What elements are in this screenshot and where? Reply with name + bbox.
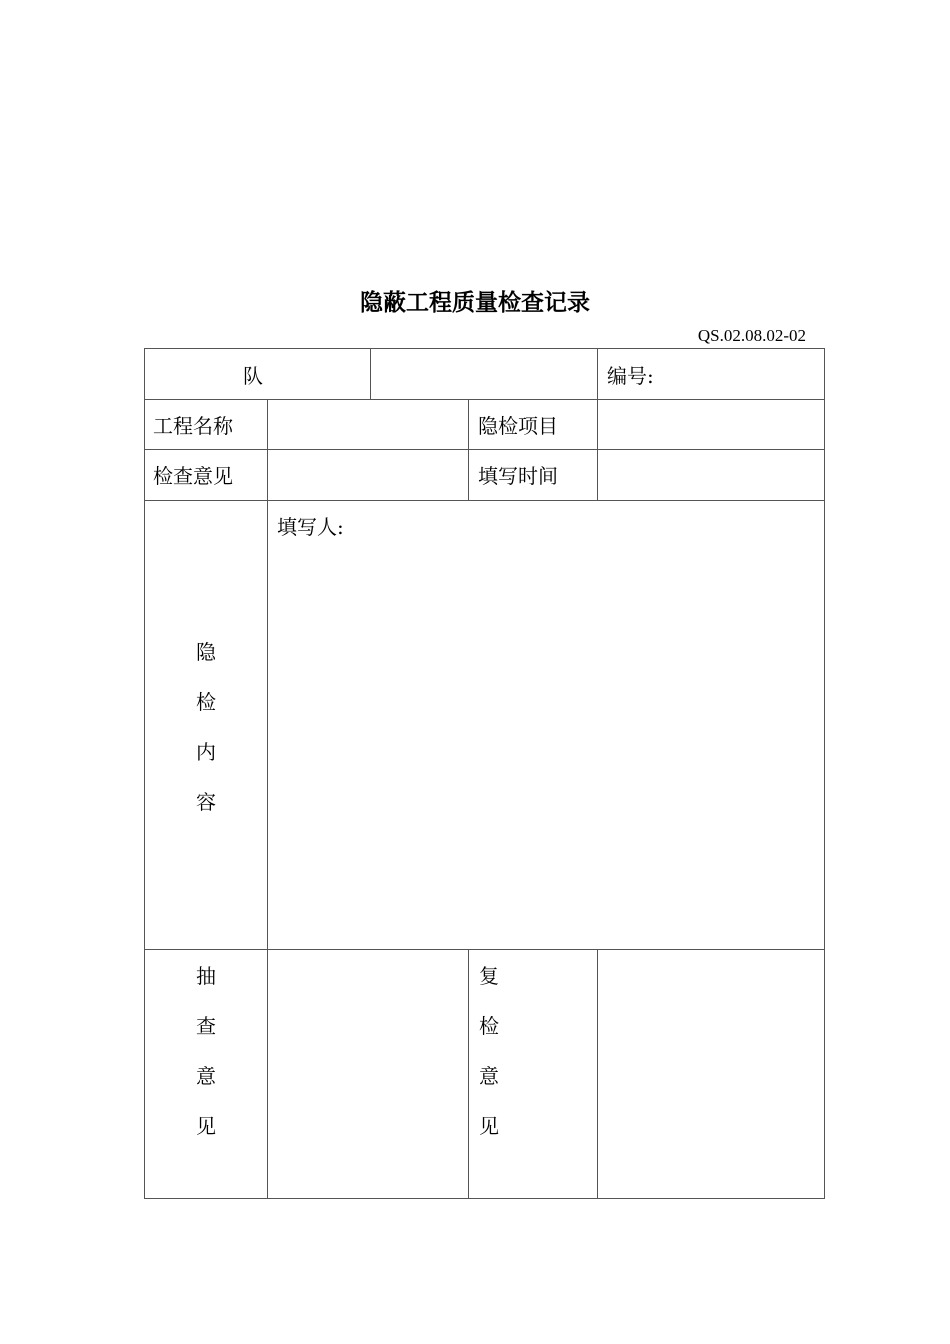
recheck-opinion-field[interactable] [599,951,823,1197]
label-char: 检 [479,1014,499,1038]
table-col-divider [468,399,469,501]
label-char: 抽 [196,964,216,988]
label-char: 见 [479,1114,499,1138]
table-row-divider [144,399,825,400]
table-col-divider [597,348,598,400]
concealed-item-field[interactable] [599,401,823,448]
number-label: 编号: [607,364,654,388]
table-col-divider [267,399,268,501]
fill-time-field[interactable] [599,451,823,499]
concealed-item-label: 隐检项目 [478,414,558,438]
project-name-field[interactable] [269,401,467,448]
spot-check-opinion-label [194,964,218,1164]
label-char: 意 [196,1064,216,1088]
team-value-field[interactable] [372,350,596,398]
table-col-divider [468,949,469,1199]
table-col-divider [597,399,598,501]
table-row-divider [144,949,825,950]
table-col-divider [370,348,371,400]
label-char: 查 [196,1014,216,1038]
label-char: 内 [196,740,216,764]
table-border-top [144,348,825,349]
form-code: QS.02.08.02-02 [697,326,806,345]
table-border-right [824,348,825,1199]
label-char: 复 [479,964,499,988]
table-row-divider [144,500,825,501]
table-col-divider [267,500,268,950]
label-char: 意 [479,1064,499,1088]
inspection-opinion-field[interactable] [269,451,467,499]
filler-label: 填写人: [277,515,344,539]
fill-time-label: 填写时间 [478,464,558,488]
recheck-opinion-label [477,964,501,1164]
project-name-label: 工程名称 [153,414,233,438]
spot-check-opinion-field[interactable] [269,951,467,1197]
document-title: 隐蔽工程质量检查记录 [360,289,590,316]
inspection-opinion-label: 检查意见 [153,464,233,488]
table-border-bottom [144,1198,825,1199]
team-label: 队 [243,364,263,388]
label-char: 容 [196,790,216,814]
table-col-divider [267,949,268,1199]
label-char: 检 [196,690,216,714]
concealed-content-field[interactable] [269,545,823,947]
label-char: 见 [196,1114,216,1138]
table-row-divider [144,449,825,450]
concealed-content-label [194,640,218,840]
table-col-divider [597,949,598,1199]
table-border-left [144,348,145,1199]
label-char: 隐 [196,640,216,664]
